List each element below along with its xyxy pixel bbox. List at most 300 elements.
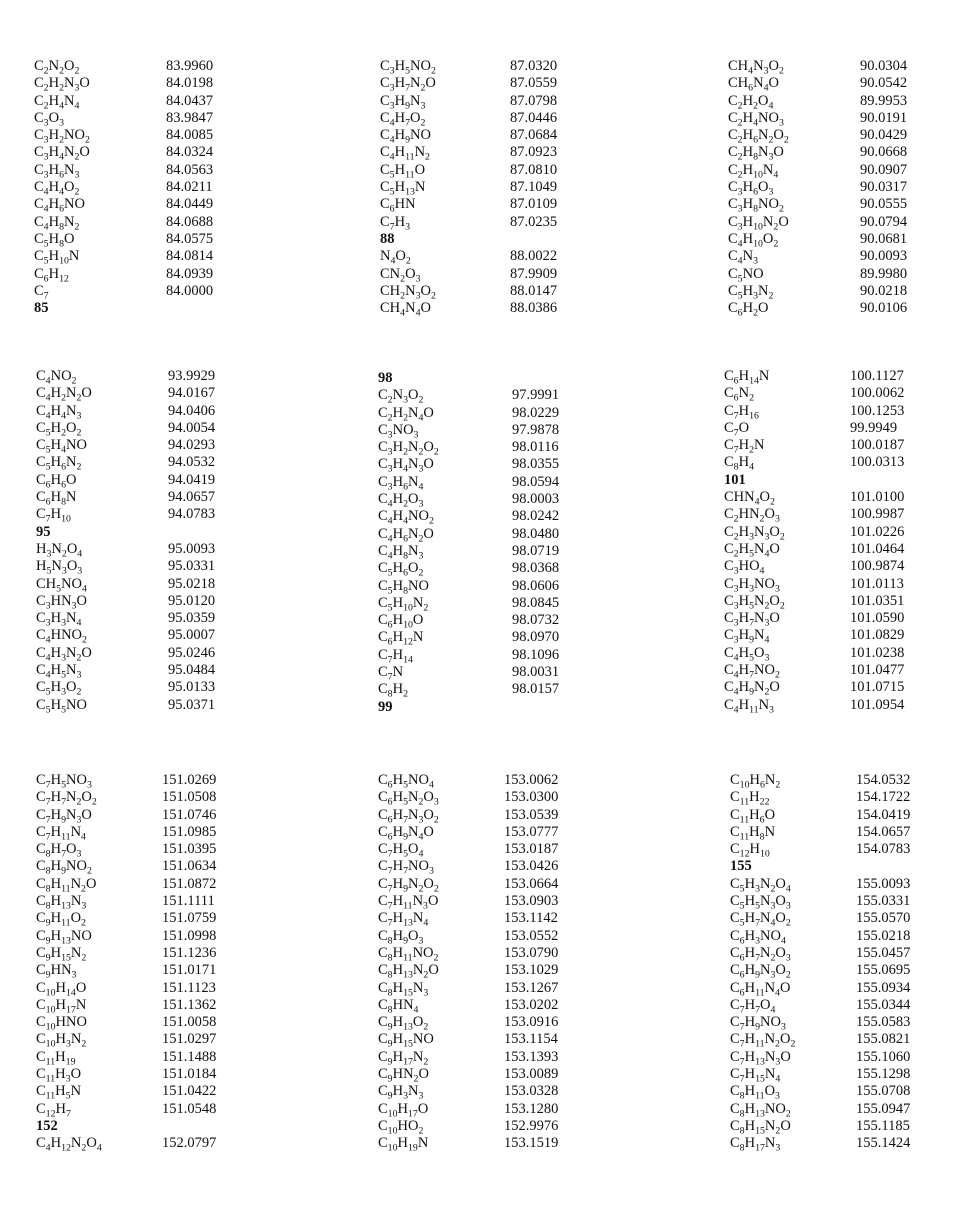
formula: $C_5H_8NO$ (378, 577, 429, 596)
formula: $C_8H_{15}N_2O$ (730, 1117, 791, 1137)
exact-mass: 98.0594 (512, 473, 560, 490)
nominal-mass-label: 155 (730, 858, 752, 875)
formula: $C_6H_7N_2O_3$ (730, 944, 791, 964)
exact-mass: 100.1253 (850, 402, 905, 419)
exact-mass: 90.0093 (860, 248, 908, 265)
exact-mass: 100.9874 (850, 558, 905, 575)
exact-mass: 151.0998 (162, 927, 217, 944)
formula: $C_6H_{12}N$ (378, 629, 424, 648)
exact-mass: 98.0242 (512, 508, 560, 525)
nominal-mass-label: 88 (380, 230, 395, 247)
exact-mass: 153.0552 (504, 927, 559, 944)
formula: $C_{11}H_6O$ (730, 806, 776, 826)
formula: $N_4O_2$ (380, 248, 411, 267)
exact-mass: 99.9949 (850, 419, 898, 436)
formula: $C_2N_2O_2$ (34, 58, 80, 77)
exact-mass: 84.0198 (166, 75, 214, 92)
formula: $C_8H_{13}N_2O$ (378, 962, 439, 981)
exact-mass: 87.0559 (510, 75, 558, 92)
exact-mass: 101.0477 (850, 662, 905, 679)
formula: $C_7H_{15}N_4$ (730, 1066, 781, 1085)
formula: $CH_4N_3O_2$ (728, 58, 784, 77)
formula: $C_5H_5NO$ (36, 696, 87, 716)
exact-mass: 155.0708 (856, 1083, 911, 1100)
exact-mass: 94.0054 (168, 419, 216, 436)
exact-mass: 87.0446 (510, 109, 558, 126)
formula: $C_2H_6N_2O_2$ (728, 127, 789, 146)
exact-mass: 87.1049 (510, 179, 558, 196)
exact-mass: 98.0355 (512, 456, 560, 473)
exact-mass: 95.0371 (168, 696, 216, 713)
formula: $C_4H_2O_3$ (378, 491, 424, 510)
formula: $C_3H_9N_4$ (724, 627, 770, 646)
exact-mass: 98.0732 (512, 612, 560, 629)
exact-mass: 153.0202 (504, 996, 559, 1013)
exact-mass: 153.1280 (504, 1100, 559, 1117)
formula: $CH_4N_4O$ (380, 300, 431, 319)
formula: $C_3H_{10}N_2O$ (728, 213, 789, 233)
formula: $C_2H_8N_3O$ (728, 144, 784, 163)
formula: $C_{10}H_{17}N$ (36, 996, 87, 1016)
formula: $C_5H_3N_2O_4$ (730, 875, 791, 895)
exact-mass: 98.0031 (512, 664, 560, 681)
formula: $C_4H_3N_2O$ (36, 644, 92, 664)
formula: $C_4H_5O_3$ (724, 644, 770, 664)
exact-mass: 90.0542 (860, 75, 908, 92)
formula: $C_{12}H_7$ (36, 1100, 71, 1120)
exact-mass: 101.0954 (850, 696, 905, 713)
formula: $C_8H_{13}N_3$ (36, 893, 87, 912)
exact-mass: 153.1519 (504, 1135, 559, 1152)
exact-mass: 83.9847 (166, 109, 214, 126)
formula: $C_7$ (34, 282, 49, 302)
formula: $C_5H_7N_4O_2$ (730, 910, 791, 929)
formula: $C_7H_5NO_3$ (36, 772, 92, 791)
exact-mass: 95.0093 (168, 540, 216, 557)
exact-mass: 155.0934 (856, 979, 911, 996)
exact-mass: 153.0328 (504, 1083, 559, 1100)
exact-mass: 95.0484 (168, 662, 216, 679)
exact-mass: 153.0187 (504, 841, 559, 858)
formula: $C_7H_7NO_3$ (378, 858, 434, 877)
formula: $C_8H_2$ (378, 681, 408, 700)
exact-mass: 155.0570 (856, 910, 911, 927)
formula: $C_2H_{10}N_4$ (728, 161, 779, 181)
formula: $C_4H_8N_2$ (34, 213, 80, 233)
formula: $C_7H_7O_4$ (730, 996, 776, 1016)
exact-mass: 84.0575 (166, 230, 214, 247)
exact-mass: 153.0300 (504, 789, 559, 806)
exact-mass: 87.0798 (510, 92, 558, 109)
formula: $C_3H_4N_2O$ (34, 144, 90, 163)
formula: $C_8H_{13}NO_2$ (730, 1100, 791, 1120)
formula: $CH_2N_3O_2$ (380, 282, 436, 302)
exact-mass: 155.0583 (856, 1014, 911, 1031)
exact-mass: 97.9878 (512, 421, 560, 438)
formula: $C_3H_6O_3$ (728, 179, 774, 198)
exact-mass: 101.0238 (850, 644, 905, 661)
nominal-mass-label: 101 (724, 471, 746, 488)
formula: $C_7H_{13}N_3O$ (730, 1048, 791, 1068)
exact-mass: 94.0406 (168, 402, 216, 419)
formula: $C_8H_4$ (724, 454, 754, 473)
exact-mass: 95.0133 (168, 679, 216, 696)
exact-mass: 154.0532 (856, 772, 911, 788)
exact-mass: 151.1123 (162, 979, 216, 996)
formula: $C_9HN_3$ (36, 962, 77, 981)
exact-mass: 87.9909 (510, 265, 558, 282)
exact-mass: 90.0429 (860, 127, 908, 144)
exact-mass: 155.1424 (856, 1135, 911, 1152)
formula: $C_4H_8N_3$ (378, 542, 424, 562)
exact-mass: 84.0449 (166, 196, 214, 213)
formula: $C_4H_{10}O_2$ (728, 230, 779, 250)
formula: $C_8H_{15}N_3$ (378, 979, 429, 998)
formula: $C_7O$ (724, 419, 750, 439)
formula: $C_6H_9N_3O_2$ (730, 962, 791, 981)
formula: $C_7H_3$ (380, 213, 410, 233)
exact-mass: 83.9960 (166, 58, 214, 74)
exact-mass: 94.0783 (168, 506, 216, 523)
exact-mass: 151.0508 (162, 789, 217, 806)
formula: $C_3HO_4$ (724, 558, 765, 577)
formula: $C_4H_4O_2$ (34, 179, 80, 198)
formula: $C_7H_{16}$ (724, 402, 759, 422)
nominal-mass-label: 98 (378, 370, 393, 386)
formula: $C_{11}H_{22}$ (730, 789, 770, 808)
exact-mass: 90.0218 (860, 282, 908, 299)
formula: $C_9H_{13}O_2$ (378, 1014, 429, 1033)
formula: $C_5H_8O$ (34, 230, 75, 250)
exact-mass: 88.0022 (510, 248, 558, 265)
exact-mass: 98.0368 (512, 560, 560, 577)
exact-mass: 155.0331 (856, 893, 911, 910)
formula: $C_3H_2N_2O_2$ (378, 439, 439, 458)
formula: $C_9H_{15}N_2$ (36, 944, 87, 964)
exact-mass: 94.0419 (168, 471, 216, 488)
exact-mass: 151.0985 (162, 823, 217, 840)
exact-mass: 153.1029 (504, 962, 559, 979)
formula: $C_3H_7N_3O$ (724, 610, 780, 629)
formula: $C_4HNO_2$ (36, 627, 87, 646)
formula: $C_7H_7N_2O_2$ (36, 789, 97, 808)
exact-mass: 153.1393 (504, 1048, 559, 1065)
formula: $H_5N_3O_3$ (36, 558, 83, 577)
exact-mass: 89.9953 (860, 92, 908, 109)
formula: $C_2H_3N_3O_2$ (724, 523, 785, 543)
exact-mass: 151.0548 (162, 1100, 217, 1117)
exact-mass: 151.0269 (162, 772, 217, 788)
formula: $C_6H_6O$ (36, 471, 77, 491)
exact-mass: 98.0606 (512, 577, 560, 594)
nominal-mass-label: 95 (36, 523, 51, 540)
exact-mass: 84.0000 (166, 282, 214, 299)
exact-mass: 95.0359 (168, 610, 216, 627)
formula: $C_3O_3$ (34, 109, 64, 129)
exact-mass: 153.0426 (504, 858, 559, 875)
exact-mass: 153.0062 (504, 772, 559, 788)
formula: $C_7H_2N$ (724, 437, 765, 456)
formula: $C_5H_5N_3O_3$ (730, 893, 791, 912)
exact-mass: 87.0109 (510, 196, 558, 213)
exact-mass: 153.0790 (504, 944, 559, 961)
exact-mass: 151.0395 (162, 841, 217, 858)
exact-mass: 98.0003 (512, 491, 560, 508)
exact-mass: 88.0147 (510, 282, 558, 299)
formula: $C_4H_4N_3$ (36, 402, 82, 422)
nominal-mass-label: 99 (378, 698, 393, 715)
formula: $C_3H_3N_4$ (36, 610, 82, 629)
formula: $C_{11}H_8N$ (730, 823, 776, 843)
formula: $C_{10}HO_2$ (378, 1117, 424, 1137)
exact-mass: 90.0317 (860, 179, 908, 196)
formula: $C_5H_{10}N_2$ (378, 594, 429, 614)
exact-mass: 153.1154 (504, 1031, 558, 1048)
formula: $C_2H_2O_4$ (728, 92, 774, 112)
formula: $C_4H_{11}N_2$ (380, 144, 430, 163)
formula: $C_4H_6NO$ (34, 196, 85, 215)
exact-mass: 100.0062 (850, 385, 905, 402)
formula: $C_{10}HNO$ (36, 1014, 87, 1033)
exact-mass: 155.0821 (856, 1031, 911, 1048)
exact-mass: 153.0903 (504, 893, 559, 910)
exact-mass: 90.0191 (860, 109, 908, 126)
exact-mass: 98.0719 (512, 542, 560, 559)
formula: $C_6H_5N_2O_3$ (378, 789, 439, 808)
exact-mass: 155.1298 (856, 1066, 911, 1083)
exact-mass: 153.0539 (504, 806, 559, 823)
exact-mass: 84.0814 (166, 248, 214, 265)
formula: $C_5H_2O_2$ (36, 419, 82, 439)
exact-mass: 87.0320 (510, 58, 558, 74)
exact-mass: 84.0437 (166, 92, 214, 109)
exact-mass: 88.0386 (510, 300, 558, 317)
formula: $C_3HN_3O$ (36, 592, 87, 612)
formula: $C_7H_{11}N_4$ (36, 823, 86, 843)
exact-mass: 153.1142 (504, 910, 558, 927)
formula: $C_3H_6N_4$ (378, 473, 424, 493)
formula: $C_2HN_2O_3$ (724, 506, 780, 525)
exact-mass: 98.0845 (512, 594, 560, 611)
formula: $C_5H_{11}O$ (380, 161, 426, 181)
exact-mass: 90.0304 (860, 58, 908, 74)
formula: $C_4NO_2$ (36, 368, 77, 387)
exact-mass: 151.0058 (162, 1014, 217, 1031)
formula: $C_7H_{11}N_3O$ (378, 893, 439, 912)
exact-mass: 95.0331 (168, 558, 216, 575)
exact-mass: 154.0783 (856, 841, 911, 858)
exact-mass: 101.0715 (850, 679, 905, 696)
formula: $C_5H_4NO$ (36, 437, 87, 456)
exact-mass: 90.0668 (860, 144, 908, 161)
exact-mass: 95.0246 (168, 644, 216, 661)
formula: $C_9H_{17}N_2$ (378, 1048, 429, 1068)
formula: $C_3H_8NO_2$ (728, 196, 784, 215)
exact-mass: 95.0120 (168, 592, 216, 609)
exact-mass: 98.0229 (512, 404, 560, 421)
formula: $C_8H_9O_3$ (378, 927, 424, 947)
formula: $C_7H_5O_4$ (378, 841, 424, 860)
formula: $C_8H_{11}O_3$ (730, 1083, 780, 1102)
exact-mass: 154.1722 (856, 789, 911, 806)
formula: $C_{11}H_5N$ (36, 1083, 82, 1102)
formula: $C_4H_2N_2O$ (36, 385, 92, 404)
formula: $C_6HN$ (380, 196, 416, 215)
exact-mass: 98.0480 (512, 525, 560, 542)
exact-mass: 90.0907 (860, 161, 908, 178)
formula: $C_4H_9N_2O$ (724, 679, 780, 698)
exact-mass: 97.9991 (512, 387, 560, 404)
exact-mass: 101.0100 (850, 489, 905, 506)
formula: $C_{10}H_{17}O$ (378, 1100, 429, 1120)
formula: $C_6H_{11}N_4O$ (730, 979, 791, 998)
formula: $C_4H_7O_2$ (380, 109, 426, 129)
exact-mass: 151.1236 (162, 944, 217, 961)
formula: $C_7H_{13}N_4$ (378, 910, 429, 929)
exact-mass: 87.0235 (510, 213, 558, 230)
formula: $C_3H_5N_2O_2$ (724, 592, 785, 612)
nominal-mass-label: 152 (36, 1117, 58, 1134)
formula: $C_7H_{14}$ (378, 646, 413, 666)
exact-mass: 153.0777 (504, 823, 559, 840)
exact-mass: 84.0563 (166, 161, 214, 178)
formula: $C_9HN_2O$ (378, 1066, 429, 1085)
formula: $C_3H_4N_3O$ (378, 456, 434, 475)
formula: $C_7N$ (378, 664, 404, 683)
exact-mass: 87.0810 (510, 161, 558, 178)
formula: $C_8H_9NO_2$ (36, 858, 92, 877)
exact-mass: 151.1111 (162, 893, 215, 910)
exact-mass: 84.0688 (166, 213, 214, 230)
exact-mass: 151.0297 (162, 1031, 217, 1048)
formula: $C_5H_{10}N$ (34, 248, 80, 267)
formula: $C_5H_6O_2$ (378, 560, 424, 579)
formula: $C_6H_3NO_4$ (730, 927, 786, 947)
exact-mass: 151.0872 (162, 875, 217, 892)
formula: $C_3H_2NO_2$ (34, 127, 90, 146)
exact-mass: 89.9980 (860, 265, 908, 282)
exact-mass: 151.0746 (162, 806, 217, 823)
exact-mass: 153.0089 (504, 1066, 559, 1083)
exact-mass: 155.0947 (856, 1100, 911, 1117)
formula: $C_7H_{10}$ (36, 506, 71, 525)
exact-mass: 100.0187 (850, 437, 905, 454)
exact-mass: 101.0590 (850, 610, 905, 627)
formula: $C_4H_{11}N_3$ (724, 696, 774, 716)
exact-mass: 101.0464 (850, 540, 905, 557)
exact-mass: 152.9976 (504, 1117, 559, 1134)
formula: $C_4H_5N_3$ (36, 662, 82, 681)
exact-mass: 151.1362 (162, 996, 217, 1013)
formula: $C_2H_4NO_3$ (728, 109, 784, 129)
formula: $C_7H_9N_3O$ (36, 806, 92, 826)
formula: $C_4H_6N_2O$ (378, 525, 434, 545)
formula: $C_5H_{13}N$ (380, 179, 426, 198)
exact-mass: 155.0457 (856, 944, 911, 961)
formula: $C_5H_3O_2$ (36, 679, 82, 698)
exact-mass: 94.0167 (168, 385, 216, 402)
formula: $C_{12}H_{10}$ (730, 841, 770, 860)
exact-mass: 90.0106 (860, 300, 908, 317)
exact-mass: 100.9987 (850, 506, 905, 523)
formula: $C_5NO$ (728, 265, 764, 284)
exact-mass: 94.0657 (168, 489, 216, 506)
formula: $C_6H_9N_4O$ (378, 823, 434, 843)
exact-mass: 154.0419 (856, 806, 911, 823)
exact-mass: 84.0939 (166, 265, 214, 282)
exact-mass: 90.0794 (860, 213, 908, 230)
exact-mass: 93.9929 (168, 368, 216, 384)
formula: $C_8H_{17}N_3$ (730, 1135, 781, 1154)
formula: $C_{10}H_6N_2$ (730, 772, 781, 791)
exact-mass: 151.0171 (162, 962, 217, 979)
exact-mass: 98.0116 (512, 439, 559, 456)
formula: $C_6H_7N_3O_2$ (378, 806, 439, 826)
formula: $CH_5NO_4$ (36, 575, 87, 594)
exact-mass: 155.0695 (856, 962, 911, 979)
nominal-mass-label: 85 (34, 300, 49, 317)
exact-mass: 155.0218 (856, 927, 911, 944)
formula: $C_9H_{15}NO$ (378, 1031, 434, 1050)
exact-mass: 87.0923 (510, 144, 558, 161)
exact-mass: 151.0634 (162, 858, 217, 875)
exact-mass: 94.0532 (168, 454, 216, 471)
formula: $C_{10}H_{14}O$ (36, 979, 87, 998)
exact-mass: 155.1060 (856, 1048, 911, 1065)
formula: $C_3H_5NO_2$ (380, 58, 436, 77)
formula: $C_4H_7NO_2$ (724, 662, 780, 681)
formula: $C_8H_{11}NO_2$ (378, 944, 439, 964)
exact-mass: 98.1096 (512, 646, 560, 663)
exact-mass: 90.0681 (860, 230, 908, 247)
exact-mass: 84.0324 (166, 144, 214, 161)
formula: $C_{10}H_3N_2$ (36, 1031, 87, 1050)
formula: $CH_6N_4O$ (728, 75, 779, 94)
formula: $C_{11}H_{19}$ (36, 1048, 76, 1068)
formula: $C_8H_{11}N_2O$ (36, 875, 97, 895)
formula: $C_4H_4NO_2$ (378, 508, 434, 527)
formula: $C_3NO_3$ (378, 421, 419, 441)
formula: $C_2H_5N_4O$ (724, 540, 780, 560)
formula: $C_6H_{10}O$ (378, 612, 424, 631)
exact-mass: 84.0211 (166, 179, 213, 196)
exact-mass: 100.1127 (850, 368, 904, 384)
formula: $C_3H_9N_3$ (380, 92, 426, 112)
exact-mass: 94.0293 (168, 437, 216, 454)
exact-mass: 151.1488 (162, 1048, 217, 1065)
exact-mass: 152.0797 (162, 1135, 217, 1152)
formula: $C_2H_4N_4$ (34, 92, 80, 112)
exact-mass: 151.0422 (162, 1083, 217, 1100)
formula: $C_9H_{11}O_2$ (36, 910, 86, 929)
exact-mass: 87.0684 (510, 127, 558, 144)
exact-mass: 98.0970 (512, 629, 560, 646)
formula: $CN_2O_3$ (380, 265, 421, 284)
exact-mass: 101.0113 (850, 575, 904, 592)
formula: $C_7H_9NO_3$ (730, 1014, 786, 1033)
exact-mass: 101.0829 (850, 627, 905, 644)
exact-mass: 155.0093 (856, 875, 911, 892)
exact-mass: 151.0184 (162, 1066, 217, 1083)
formula: $C_5H_6N_2$ (36, 454, 82, 473)
formula: $C_9H_3N_3$ (378, 1083, 424, 1102)
exact-mass: 153.0916 (504, 1014, 559, 1031)
exact-mass: 84.0085 (166, 127, 214, 144)
formula: $C_2H_2N_4O$ (378, 404, 434, 424)
exact-mass: 153.1267 (504, 979, 559, 996)
formula: $C_6N_2$ (724, 385, 754, 404)
formula: $C_6H_2O$ (728, 300, 769, 319)
